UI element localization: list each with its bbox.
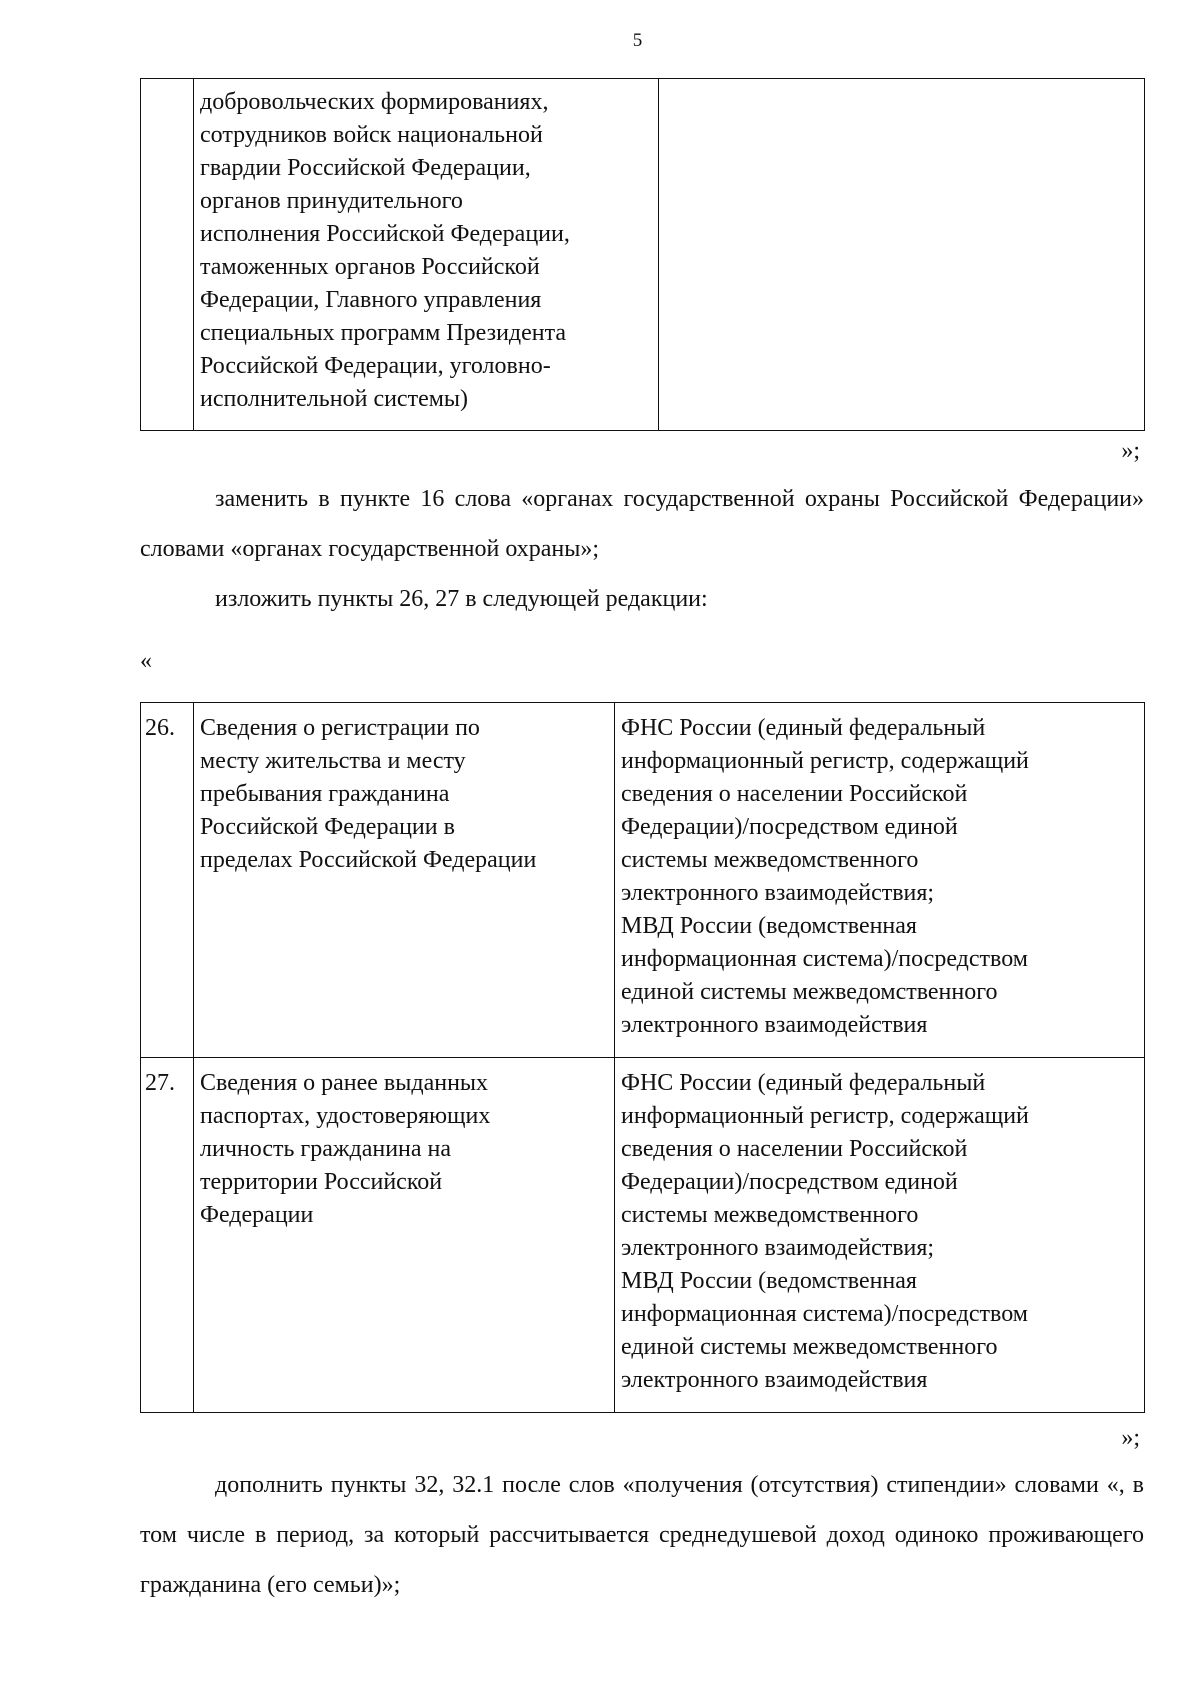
source-cell — [615, 703, 1145, 1058]
row-number-cell: 27. — [141, 1058, 194, 1413]
continuation-table — [140, 78, 1145, 431]
amendment-paragraph-2: изложить пункты 26, 27 в следующей редакции: — [215, 586, 708, 612]
source-text: ФНС России (единый федеральный информационный регистр, содержащий сведения о населении Российской Федерации)/посредством единой системы межведомственного электронного взаимодействия; МВД России (ведомственная информационная система)/посредством единой системы межведомственного электронного взаимодействия — [621, 1070, 1029, 1393]
page-number: 5 — [632, 30, 643, 51]
description-cell — [194, 79, 659, 431]
description-cell — [194, 703, 615, 1058]
opening-quote: « — [140, 648, 152, 674]
data-sources-table — [140, 702, 1145, 1413]
table-row — [141, 79, 1145, 431]
description-text: добровольческих формированиях, сотрудников войск национальной гвардии Российской Федерации, органов принудительного исполнения Российской Федерации, таможенных органов Российской Федерации, Главного управления специальных программ Президента Российской Федерации, уголовно- исполнительной системы) — [200, 89, 570, 412]
amendment-paragraph-3: дополнить пункты 32, 32.1 после слов «получения (отсутствия) стипендии» словами «, в том числе в период, за который рассчитывается среднедушевой доход одиноко проживающего гражданина (его семьи)»; — [140, 1472, 1144, 1598]
closing-quote: »; — [1121, 438, 1140, 464]
row-number-cell: 26. — [141, 703, 194, 1058]
amendment-paragraph-1: заменить в пункте 16 слова «органах государственной охраны Российской Федерации» словами «органах государственной охраны»; — [140, 486, 1144, 562]
closing-quote: »; — [1121, 1425, 1140, 1451]
description-text: Сведения о регистрации по месту жительства и месту пребывания гражданина Российской Федерации в пределах Российской Федерации — [200, 715, 537, 873]
table-row — [141, 1058, 1145, 1413]
source-cell — [615, 1058, 1145, 1413]
source-cell — [659, 79, 1145, 431]
table-row — [141, 703, 1145, 1058]
row-number-cell — [141, 79, 194, 431]
description-text: Сведения о ранее выданных паспортах, удостоверяющих личность гражданина на территории Российской Федерации — [200, 1070, 491, 1228]
description-cell — [194, 1058, 615, 1413]
source-text: ФНС России (единый федеральный информационный регистр, содержащий сведения о населении Российской Федерации)/посредством единой системы межведомственного электронного взаимодействия; МВД России (ведомственная информационная система)/посредством единой системы межведомственного электронного взаимодействия — [621, 715, 1029, 1038]
